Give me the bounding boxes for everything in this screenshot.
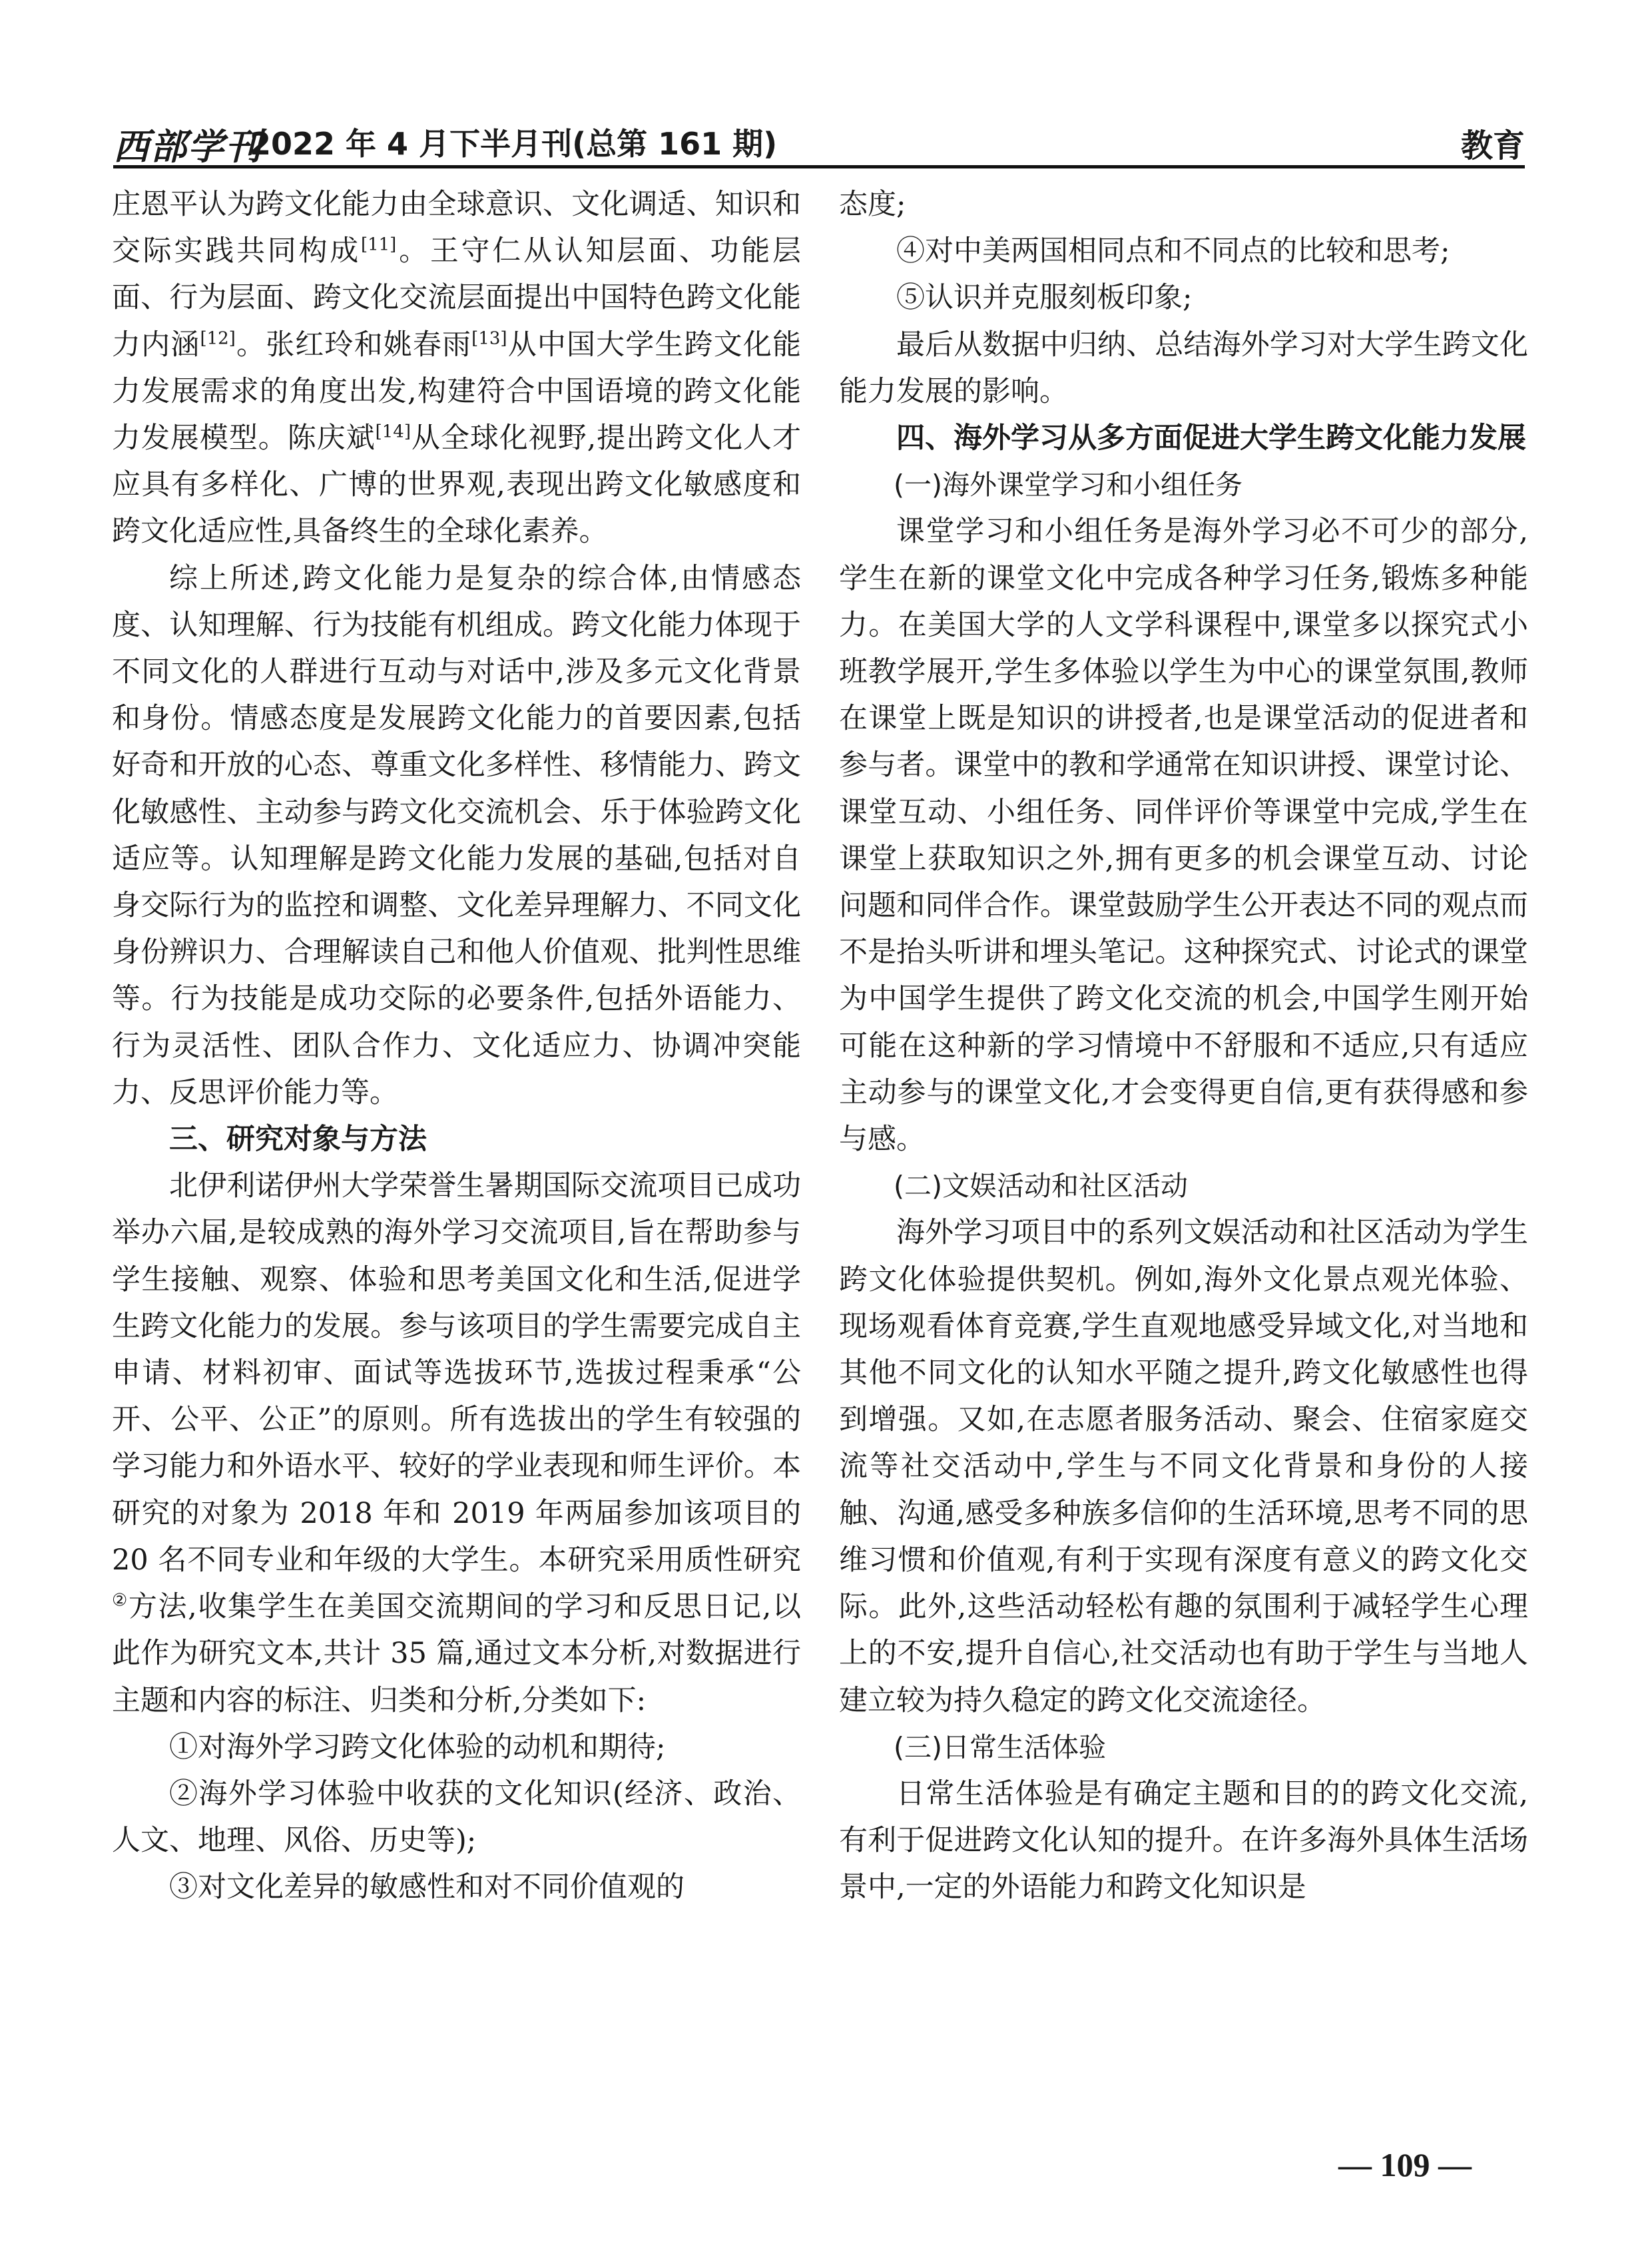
paragraph: 北伊利诺伊州大学荣誉生暑期国际交流项目已成功举办六届,是较成熟的海外学习交流项目,旨在帮助参与学生接触、观察、体验和思考美国文化和生活,促进学生跨文化能力的发展。参与该项目的学生需要完成自主申请、材料初审、面试等选拔环节,选拔过程秉承“公开、公平、公正”的原则。所有选拔出的学生有较强的学习能力和外语水平、较好的学业表现和师生评价。本研究的对象为 2018 年和 2019 年两届参加该项目的 20 名不同专业和年级的大学生。本研究采用质性研究②方法,收集学生在美国交流期间的学习和反思日记,以此作为研究文本,共计 35 篇,通过文本分析,对数据进行主题和内容的标注、归类和分析,分类如下: xyxy=(112,1169,801,1717)
paragraph: 综上所述,跨文化能力是复杂的综合体,由情感态度、认知理解、行为技能有机组成。跨文化能力体现于不同文化的人群进行互动与对话中,涉及多元文化背景和身份。情感态度是发展跨文化能力的首要因素,包括好奇和开放的心态、尊重文化多样性、移情能力、跨文化敏感性、主动参与跨文化交流机会、乐于体验跨文化适应等。认知理解是跨文化能力发展的基础,包括对自身交际行为的监控和调整、文化差异理解力、不同文化身份辨识力、合理解读自己和他人价值观、批判性思维等。行为技能是成功交际的必要条件,包括外语能力、行为灵活性、团队合作力、文化适应力、协调冲突能力、反思评价能力等。 xyxy=(112,561,801,1109)
paragraph: 海外学习项目中的系列文娱活动和社区活动为学生跨文化体验提供契机。例如,海外文化景点观光体验、现场观看体育竞赛,学生直观地感受异域文化,对当地和其他不同文化的认知水平随之提升,跨文化敏感性也得到增强。又如,在志愿者服务活动、聚会、住宿家庭交流等社交活动中,学生与不同文化背景和身份的人接触、沟通,感受多种族多信仰的生活环境,思考不同的思维习惯和价值观,有利于实现有深度有意义的跨文化交际。此外,这些活动轻松有趣的氛围利于减轻学生心理上的不安,提升自信心,社交活动也有助于学生与当地人建立较为持久稳定的跨文化交流途径。 xyxy=(839,1216,1528,1717)
section-heading: 三、研究对象与方法 xyxy=(169,1123,427,1157)
list-item: ③对文化差异的敏感性和对不同价值观的 xyxy=(169,1870,685,1904)
subsection-heading: (三)日常生活体验 xyxy=(894,1731,1106,1763)
paragraph: 日常生活体验是有确定主题和目的的跨文化交流,有利于促进跨文化认知的提升。在许多海外具体生活场景中,一定的外语能力和跨文化知识是 xyxy=(839,1777,1528,1904)
list-item: ②海外学习体验中收获的文化知识(经济、政治、人文、地理、风俗、历史等); xyxy=(112,1777,801,1858)
paragraph: 最后从数据中归纳、总结海外学习对大学生跨文化能力发展的影响。 xyxy=(839,328,1528,408)
paragraph: 庄恩平认为跨文化能力由全球意识、文化调适、知识和交际实践共同构成[11]。王守仁从认知层面、功能层面、行为层面、跨文化交流层面提出中国特色跨文化能力内涵[12]。张红玲和姚春雨[13]从中国大学生跨文化能力发展需求的角度出发,构建符合中国语境的跨文化能力发展模型。陈庆斌[14]从全球化视野,提出跨文化人才应具有多样化、广博的世界观,表现出跨文化敏感度和跨文化适应性,具备终生的全球化素养。 xyxy=(112,188,802,549)
list-item: ④对中美两国相同点和不同点的比较和思考; xyxy=(896,234,1450,268)
citation: [12] xyxy=(200,328,236,349)
paragraph: 课堂学习和小组任务是海外学习必不可少的部分,学生在新的课堂文化中完成各种学习任务,锻炼多种能力。在美国大学的人文学科课程中,课堂多以探究式小班教学展开,学生多体验以学生为中心的课堂氛围,教师在课堂上既是知识的讲授者,也是课堂活动的促进者和参与者。课堂中的教和学通常在知识讲授、课堂讨论、课堂互动、小组任务、同伴评价等课堂中完成,学生在课堂上获取知识之外,拥有更多的机会课堂互动、讨论问题和同伴合作。课堂鼓励学生公开表达不同的观点而不是抬头听讲和埋头笔记。这种探究式、讨论式的课堂为中国学生提供了跨文化交流的机会,中国学生刚开始可能在这种新的学习情境中不舒服和不适应,只有适应主动参与的课堂文化,才会变得更自信,更有获得感和参与感。 xyxy=(839,515,1528,1157)
section-heading: 四、海外学习从多方面促进大学生跨文化能力发展 xyxy=(896,421,1526,455)
list-item: ①对海外学习跨文化体验的动机和期待; xyxy=(169,1730,666,1764)
subsection-heading: (一)海外课堂学习和小组任务 xyxy=(894,469,1242,501)
list-item-continuation: 态度; xyxy=(839,188,906,221)
footnote-marker: ② xyxy=(112,1590,129,1611)
page-header xyxy=(113,112,1525,168)
issue-info: 2022 年 4 月下半月刊(总第 161 期) xyxy=(250,126,778,162)
citation: [14] xyxy=(375,421,411,442)
subsection-heading: (二)文娱活动和社区活动 xyxy=(894,1170,1188,1203)
citation: [13] xyxy=(471,328,507,349)
list-item: ⑤认识并克服刻板印象; xyxy=(896,281,1193,315)
journal-logo: 西部学刊 xyxy=(113,125,262,168)
right-column xyxy=(839,181,1528,1911)
left-column xyxy=(112,181,801,1911)
section-title: 教育 xyxy=(1460,127,1525,164)
page-number: — 109 — xyxy=(1338,2146,1472,2183)
citation: [11] xyxy=(360,234,397,255)
